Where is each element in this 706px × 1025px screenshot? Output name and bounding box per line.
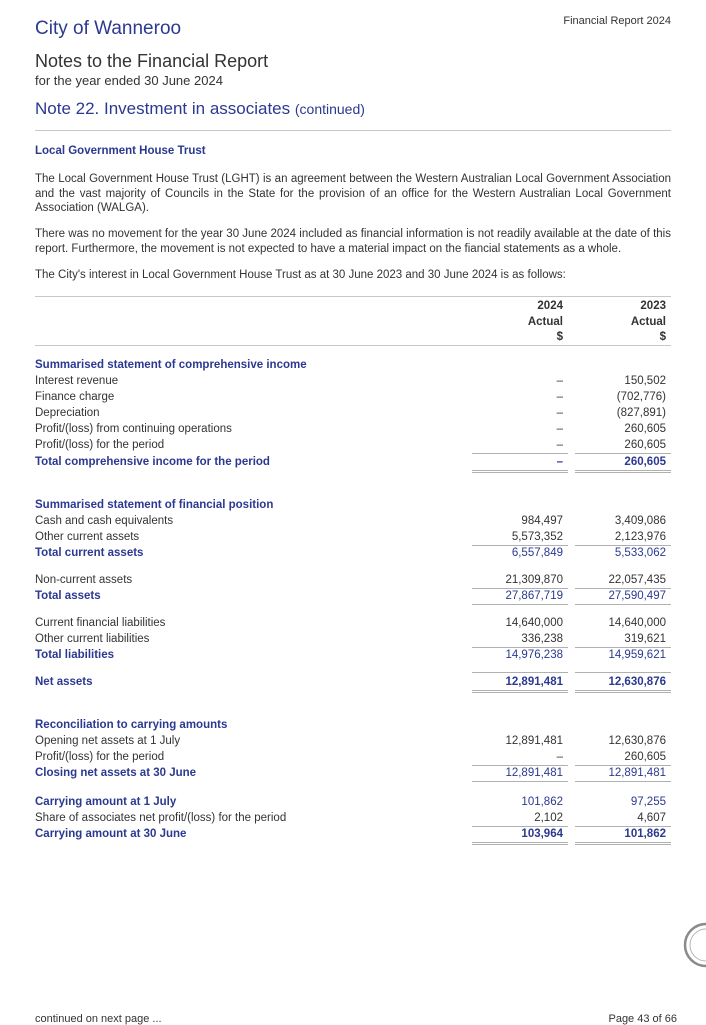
subtotal-line [472,604,568,605]
row-label: Cash and cash equivalents [35,515,174,527]
value-2024: 336,238 [521,633,563,645]
table-header-divider [35,345,671,346]
row-label: Carrying amount at 30 June [35,828,187,840]
reconciliation-heading-row [35,719,671,735]
value-2023: 22,057,435 [608,574,666,586]
row-label: Total assets [35,590,101,602]
total-line [575,472,671,473]
table-row [35,735,671,751]
value-2023: 5,533,062 [614,547,666,559]
paragraph-intro: The Local Government House Trust (LGHT) is an agreement between the Western Australian Local Government Association and the vast majority of Councils in the State for the provision of an office for the Western Australian Local Government Association (WALGA). [35,173,671,214]
row-label: Total liabilities [35,649,115,661]
row-label: Net assets [35,676,93,688]
value-2023: (702,776) [616,391,666,403]
column-type: Actual [527,315,563,328]
total-line [575,842,671,843]
value-2024: – [556,456,563,468]
row-label: Interest revenue [35,375,119,387]
column-year: 2024 [537,300,563,312]
row-label: Non-current assets [35,574,133,586]
position-heading-row [35,499,671,515]
row-label: Other current assets [35,531,140,543]
value-2023: 260,605 [624,456,666,468]
value-2024: 6,557,849 [511,547,563,559]
row-label: Other current liabilities [35,633,150,645]
value-2023: 3,409,086 [614,515,666,527]
value-2023: 2,123,976 [614,531,666,543]
row-label: Finance charge [35,391,115,403]
total-line [472,692,568,693]
value-2023: 101,862 [624,828,666,840]
column-type: Actual [630,315,666,328]
total-line [472,842,568,843]
value-2024: 12,891,481 [505,735,563,747]
value-2023: 150,502 [624,375,666,387]
page-number: Page 43 of 66 [608,1013,677,1025]
table-row [35,375,671,391]
subtotal-line [575,604,671,605]
value-2023: 14,640,000 [608,617,666,629]
subtotal-line [472,453,568,454]
note-title-text: Note 22. Investment in associates [35,99,291,118]
subtotal-line [472,826,568,827]
value-2024: – [556,423,563,435]
value-2024: – [556,375,563,387]
total-line [472,844,568,845]
value-2023: (827,891) [616,407,666,419]
position-heading: Summarised statement of financial position [35,499,274,511]
row-label: Total comprehensive income for the period [35,456,270,468]
column-header-2023 [586,299,666,346]
continued-note: continued on next page ... [35,1013,162,1025]
total-line [472,672,568,673]
row-label: Opening net assets at 1 July [35,735,181,747]
total-line [575,844,671,845]
row-label: Closing net assets at 30 June [35,767,197,779]
table-top-divider [35,296,671,297]
audit-stamp-icon [682,921,706,969]
value-2024: 5,573,352 [511,531,563,543]
subtotal-line [575,781,671,782]
subtotal-line [472,647,568,648]
subtotal-line [472,588,568,589]
value-2024: 2,102 [534,812,563,824]
header-divider [35,130,671,131]
income-heading-row [35,359,671,375]
column-unit: $ [556,331,563,343]
value-2024: – [556,391,563,403]
value-2024: – [556,751,563,763]
row-label: Depreciation [35,407,100,419]
row-label: Profit/(loss) from continuing operations [35,423,232,435]
table-row [35,391,671,407]
subtotal-line [575,453,671,454]
value-2023: 27,590,497 [608,590,666,602]
reconciliation-heading: Reconciliation to carrying amounts [35,719,228,731]
value-2023: 12,630,876 [608,735,666,747]
value-2023: 260,605 [624,751,666,763]
value-2024: 14,640,000 [505,617,563,629]
notes-title: Notes to the Financial Report [35,51,269,71]
value-2024: 14,976,238 [505,649,563,661]
subtotal-row [35,649,671,665]
subtotal-line [472,781,568,782]
table-row [35,515,671,531]
value-2024: 103,964 [521,828,563,840]
value-2024: – [556,407,563,419]
row-label: Carrying amount at 1 July [35,796,177,808]
table-row [35,617,671,633]
subtotal-row [35,547,671,563]
value-2023: 260,605 [624,423,666,435]
subtotal-line [472,545,568,546]
value-2024: 12,891,481 [505,767,563,779]
report-tag: Financial Report 2024 [563,15,671,27]
value-2024: 984,497 [521,515,563,527]
table-row [35,407,671,423]
subtotal-line [575,765,671,766]
organisation-name: City of Wanneroo [35,18,182,39]
note-continued: (continued) [294,101,365,117]
note-title [35,99,365,119]
row-label: Share of associates net profit/(loss) for the period [35,812,287,824]
paragraph-interest: The City's interest in Local Government House Trust as at 30 June 2023 and 30 June 2024 is as follows: [35,269,566,281]
total-line [472,690,568,691]
value-2023: 14,959,621 [608,649,666,661]
value-2024: 27,867,719 [505,590,563,602]
row-label: Profit/(loss) for the period [35,439,165,451]
subtotal-line [575,588,671,589]
income-heading: Summarised statement of comprehensive income [35,359,307,371]
value-2023: 260,605 [624,439,666,451]
total-line [472,470,568,471]
total-line [575,692,671,693]
subtotal-line [575,647,671,648]
subtotal-line [472,765,568,766]
value-2023: 12,630,876 [608,676,666,688]
total-line [575,470,671,471]
section-heading: Local Government House Trust [35,145,206,157]
row-label: Profit/(loss) for the period [35,751,165,763]
paragraph-movement: There was no movement for the year 30 June 2024 included as financial information is not readily available at the date of this report. Furthermore, the movement is not expected to have a material impact on the fiancial statements as a whole. [35,228,671,255]
table-row [35,423,671,439]
value-2024: 12,891,481 [505,676,563,688]
subtotal-line [575,545,671,546]
notes-subtitle: for the year ended 30 June 2024 [35,73,223,88]
total-line [575,690,671,691]
column-header-2024 [483,299,563,346]
column-year: 2023 [640,300,666,312]
value-2023: 319,621 [624,633,666,645]
value-2023: 4,607 [637,812,666,824]
total-line [575,672,671,673]
row-label: Total current assets [35,547,144,559]
value-2024: 101,862 [521,796,563,808]
value-2023: 12,891,481 [608,767,666,779]
value-2023: 97,255 [630,796,666,808]
value-2024: 21,309,870 [505,574,563,586]
row-label: Current financial liabilities [35,617,166,629]
subtotal-row [35,796,671,812]
subtotal-line [575,826,671,827]
value-2024: – [556,439,563,451]
column-unit: $ [659,331,666,343]
total-line [472,472,568,473]
